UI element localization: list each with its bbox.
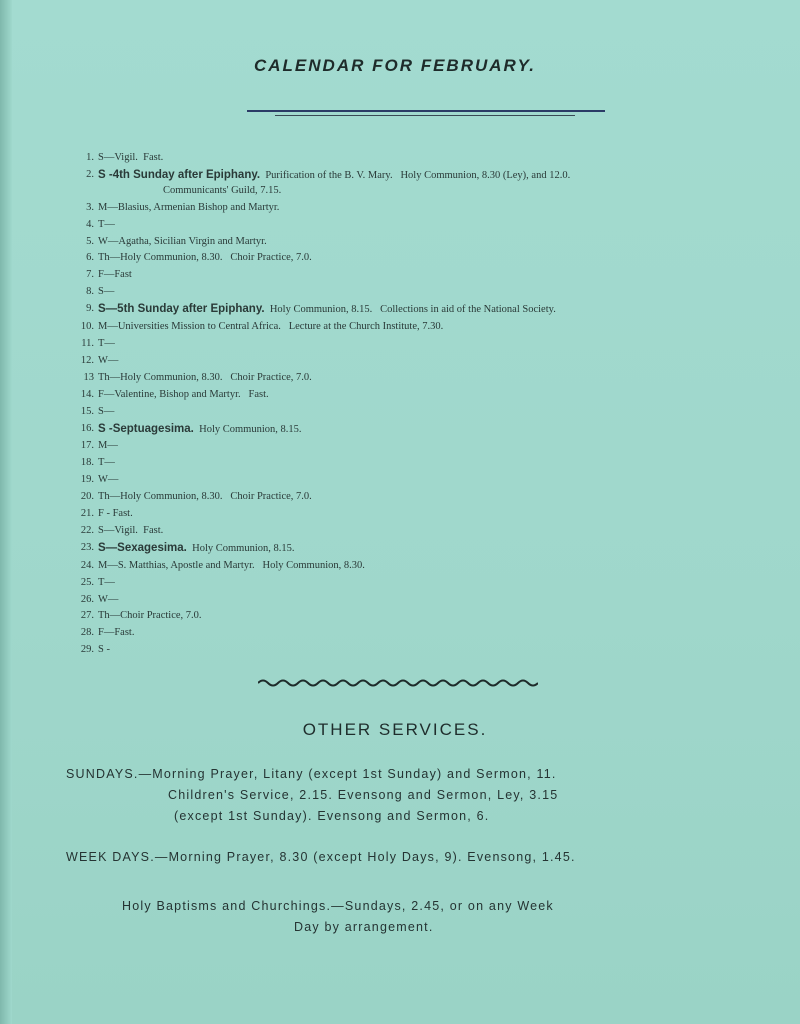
calendar-entry [66, 234, 766, 251]
entry-text: S—Vigil. Fast. [98, 524, 164, 536]
calendar-entry [66, 353, 766, 370]
entry-day-number: 13 [83, 371, 94, 383]
entry-text-wrapper [98, 523, 766, 540]
entry-text-wrapper [98, 558, 766, 575]
entry-text: S - [98, 644, 110, 656]
entry-text-wrapper [98, 642, 766, 659]
entry-day-number: 15. [80, 405, 94, 417]
sunday-label: S -Septuagesima. [98, 422, 194, 435]
entry-text-wrapper [98, 421, 766, 439]
entry-text: Th—Holy Communion, 8.30. Choir Practice, 7.0. [98, 491, 312, 503]
entry-text: W— [98, 593, 119, 605]
page-edge [0, 0, 12, 1024]
sundays-line-2: Children's Service, 2.15. Evensong and Sermon, Ley, 3.15 [168, 788, 559, 802]
calendar-entry [66, 319, 766, 336]
calendar-entry [66, 625, 766, 642]
entry-text: M—Universities Mission to Central Africa. Lecture at the Church Institute, 7.30. [98, 321, 444, 333]
baptisms-line-2: Day by arrangement. [294, 920, 434, 934]
entry-text: F—Fast [98, 269, 132, 281]
entry-text: Purification of the B. V. Mary. Holy Communion, 8.30 (Ley), and 12.0. [260, 169, 571, 181]
entry-day-number: 28. [80, 627, 94, 639]
title-rule-thin [275, 115, 575, 116]
entry-day-number: 12. [80, 354, 94, 366]
entry-continuation: Communicants' Guild, 7.15. [163, 184, 282, 196]
entry-text-wrapper [98, 438, 766, 455]
entry-text: W— [98, 354, 119, 366]
entry-text-wrapper [98, 267, 766, 284]
calendar-entry [66, 523, 766, 540]
weekdays-line: WEEK DAYS.—Morning Prayer, 8.30 (except Holy Days, 9). Evensong, 1.45. [66, 850, 576, 864]
entry-day-number: 17. [80, 440, 94, 452]
sundays-line-1: SUNDAYS.—Morning Prayer, Litany (except 1st Sunday) and Sermon, 11. [66, 767, 557, 781]
entry-day-number: 14. [80, 388, 94, 400]
entry-text-wrapper [98, 625, 766, 642]
entry-text: Th—Holy Communion, 8.30. Choir Practice, 7.0. [98, 252, 312, 264]
entry-day-number: 8. [86, 286, 94, 298]
calendar-entry [66, 455, 766, 472]
entry-text-wrapper [98, 336, 766, 353]
sunday-label: S—5th Sunday after Epiphany. [98, 303, 265, 316]
calendar-entry [66, 540, 766, 558]
entry-text: W—Agatha, Sicilian Virgin and Martyr. [98, 235, 267, 247]
entry-day-number: 11. [81, 337, 94, 349]
sundays-line-3: (except 1st Sunday). Evensong and Sermon, 6. [174, 809, 490, 823]
entry-day-number: 18. [80, 457, 94, 469]
entry-text: Holy Communion, 8.15. [193, 423, 302, 435]
entry-day-number: 27. [80, 610, 94, 622]
entry-text: T— [98, 337, 115, 349]
entry-text: F - Fast. [98, 508, 133, 520]
entry-text-wrapper [98, 150, 766, 167]
entry-text-wrapper [98, 234, 766, 251]
calendar-entry [66, 387, 766, 404]
entry-text-wrapper [98, 608, 766, 625]
entry-day-number: 26. [80, 593, 94, 605]
entry-text-wrapper [98, 301, 766, 319]
entry-day-number: 1. [86, 152, 94, 163]
entry-text-wrapper [98, 592, 766, 609]
entry-day-number: 22. [80, 524, 94, 536]
entry-text-wrapper [98, 506, 766, 523]
entry-text: F—Fast. [98, 627, 135, 639]
entry-day-number: 4. [86, 218, 94, 230]
calendar-entry [66, 421, 766, 439]
entry-text: Holy Communion, 8.15. Collections in aid of the National Society. [264, 304, 556, 316]
entry-text-wrapper [98, 284, 766, 301]
entry-day-number: 21. [80, 508, 94, 520]
calendar-entry [66, 336, 766, 353]
entry-text: T— [98, 457, 115, 469]
entry-text-wrapper [98, 489, 766, 506]
entry-text: Th—Holy Communion, 8.30. Choir Practice, 7.0. [98, 371, 312, 383]
other-services-title: OTHER SERVICES. [302, 720, 488, 739]
entry-text-wrapper [98, 387, 766, 404]
entry-text: F—Valentine, Bishop and Martyr. Fast. [98, 388, 269, 400]
entry-text: S—Vigil. Fast. [98, 152, 164, 163]
calendar-entry [66, 438, 766, 455]
entry-day-number: 6. [86, 252, 94, 264]
calendar-entry [66, 592, 766, 609]
entry-day-number: 10. [80, 321, 94, 333]
entry-text-wrapper [98, 404, 766, 421]
entry-text: M—Blasius, Armenian Bishop and Martyr. [98, 201, 280, 213]
entry-text-wrapper [98, 250, 766, 267]
calendar-entry [66, 558, 766, 575]
page-title: CALENDAR FOR FEBRUARY. [253, 56, 537, 75]
calendar-entry [66, 575, 766, 592]
entry-text: Th—Choir Practice, 7.0. [98, 610, 202, 622]
wavy-divider [258, 676, 538, 690]
entry-text-wrapper [98, 200, 766, 217]
entry-day-number: 20. [80, 491, 94, 503]
entry-text-wrapper [98, 217, 766, 234]
calendar-entries [66, 150, 766, 659]
entry-day-number: 3. [86, 201, 94, 213]
entry-text: M— [98, 440, 118, 452]
entry-day-number: 9. [86, 303, 94, 315]
entry-day-number: 2. [86, 168, 94, 180]
entry-text: T— [98, 218, 115, 230]
calendar-entry [66, 608, 766, 625]
calendar-entry [66, 150, 766, 167]
entry-day-number: 25. [80, 576, 94, 588]
entry-day-number: 24. [80, 559, 94, 571]
entry-text-wrapper [98, 575, 766, 592]
entry-text-wrapper [98, 540, 766, 558]
entry-text-wrapper [98, 353, 766, 370]
title-rule [247, 110, 605, 112]
entry-day-number: 16. [80, 422, 94, 434]
entry-text: T— [98, 576, 115, 588]
calendar-entry [66, 472, 766, 489]
sunday-label: S—Sexagesima. [98, 541, 187, 554]
entry-day-number: 29. [80, 644, 94, 656]
calendar-entry [66, 267, 766, 284]
calendar-entry [66, 301, 766, 319]
baptisms-line-1: Holy Baptisms and Churchings.—Sundays, 2.45, or on any Week [122, 899, 554, 913]
calendar-entry [66, 250, 766, 267]
entry-text: S— [98, 405, 115, 417]
calendar-entry [66, 370, 766, 387]
entry-text: Holy Communion, 8.15. [186, 542, 295, 554]
entry-day-number: 5. [86, 235, 94, 247]
calendar-entry [66, 200, 766, 217]
calendar-entry [66, 642, 766, 659]
entry-text-wrapper [98, 319, 766, 336]
entry-day-number: 19. [80, 474, 94, 486]
entry-text: S— [98, 286, 115, 298]
calendar-entry [66, 284, 766, 301]
entry-day-number: 7. [86, 269, 94, 281]
entry-day-number: 23. [80, 541, 94, 553]
entry-text: W— [98, 474, 119, 486]
calendar-entry [66, 404, 766, 421]
entry-text: M—S. Matthias, Apostle and Martyr. Holy Communion, 8.30. [98, 559, 365, 571]
calendar-entry [66, 217, 766, 234]
calendar-entry [66, 489, 766, 506]
sunday-label: S -4th Sunday after Epiphany. [98, 168, 261, 181]
calendar-entry [66, 506, 766, 523]
entry-text-wrapper [98, 455, 766, 472]
entry-text-wrapper [98, 370, 766, 387]
entry-text-wrapper [98, 472, 766, 489]
